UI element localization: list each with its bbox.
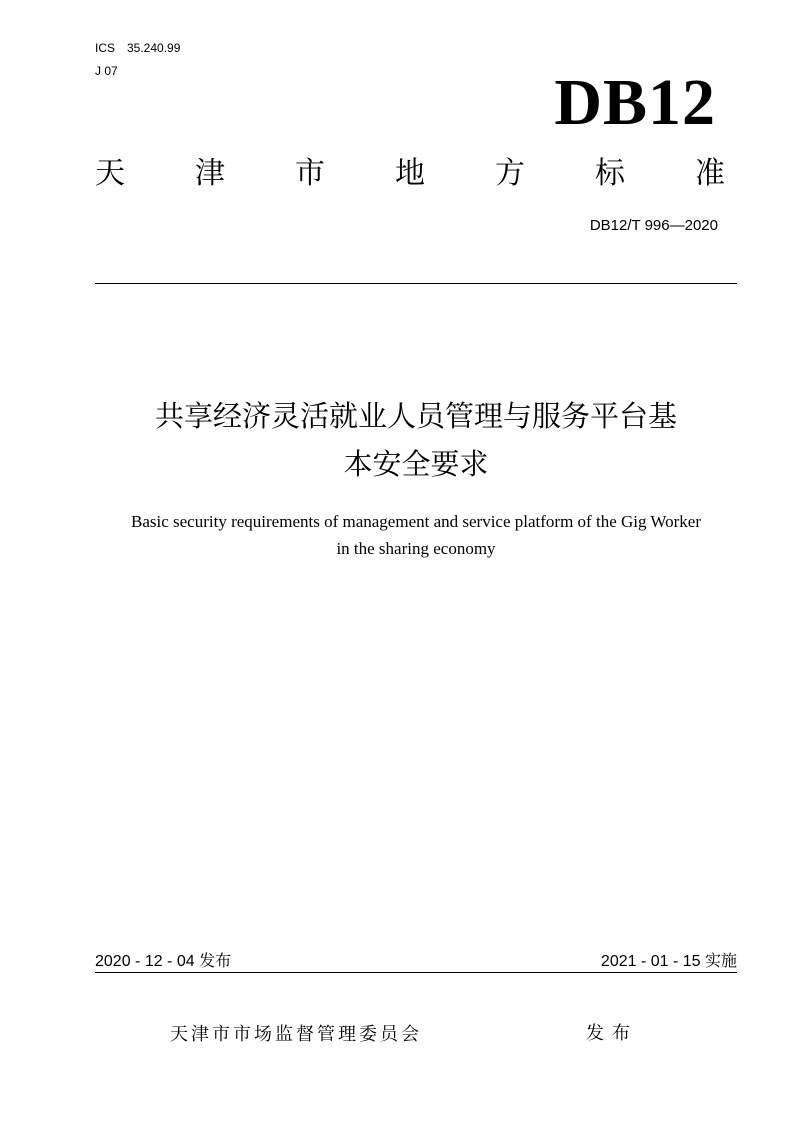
standard-type-char: 地 [395, 156, 425, 191]
standard-type [95, 155, 725, 193]
chinese-title [95, 392, 737, 488]
chinese-title-line: 本安全要求 [343, 447, 489, 481]
issuing-authority: 天津市市场监督管理委员会 [170, 1024, 422, 1045]
english-title-line: in the sharing economy [336, 539, 496, 558]
standard-type-char: 方 [495, 156, 525, 191]
standard-type-char: 市 [295, 156, 325, 191]
ccs-code: J 07 [95, 64, 118, 78]
publish-label: 发布 [586, 1023, 638, 1044]
standard-number: DB12/T 996—2020 [589, 217, 718, 234]
standard-type-char: 标 [595, 156, 625, 191]
top-divider [95, 283, 737, 284]
implementation-date: 2021 - 01 - 15 实施 [600, 953, 737, 970]
standard-type-char: 准 [695, 156, 725, 191]
english-title [95, 508, 737, 562]
standard-code: DB12 [554, 66, 716, 139]
chinese-title-line: 共享经济灵活就业人员管理与服务平台基 [154, 399, 677, 433]
bottom-divider [95, 972, 737, 973]
english-title-line: Basic security requirements of management and service platform of the Gig Worker [131, 512, 701, 531]
issue-date: 2020 - 12 - 04 发布 [95, 953, 232, 970]
standard-type-char: 津 [195, 156, 225, 191]
standard-type-char: 天 [95, 156, 125, 191]
ics-code: ICS 35.240.99 [95, 41, 181, 55]
